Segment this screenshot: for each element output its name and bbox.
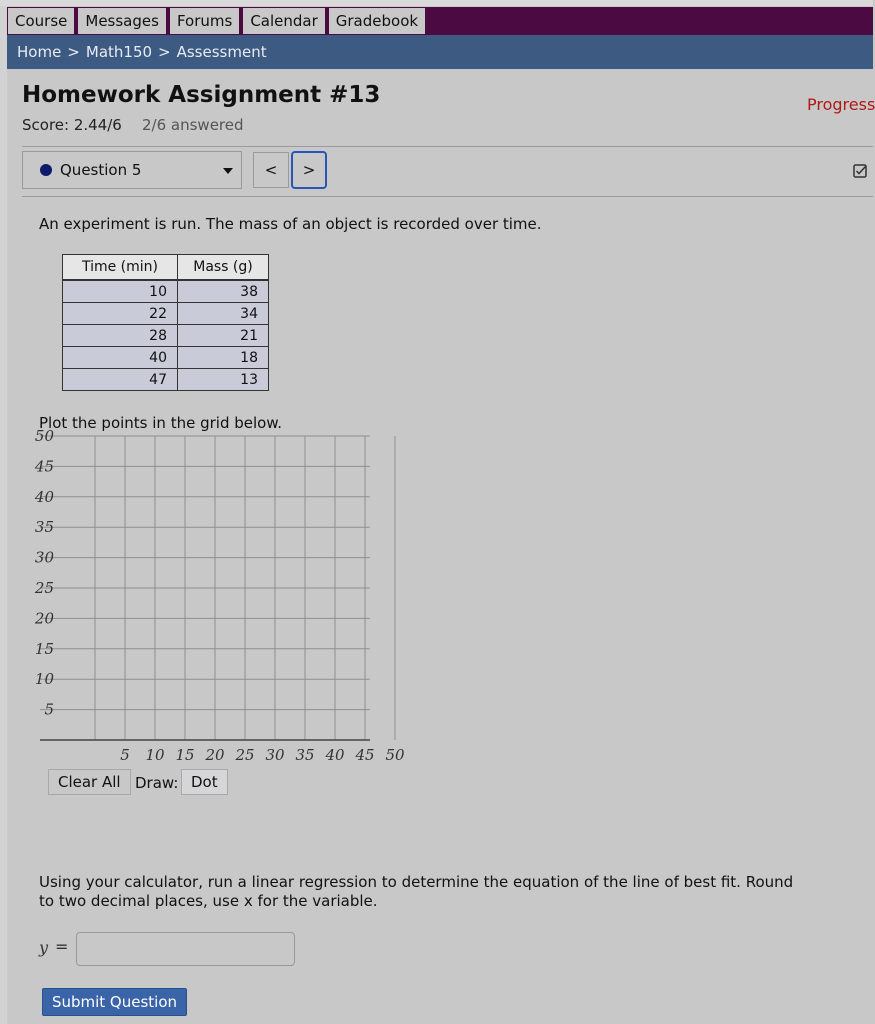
- prev-question-button[interactable]: [253, 152, 289, 188]
- table-cell-time: 28: [63, 325, 178, 347]
- caret-down-icon: [223, 168, 233, 174]
- y-tick-label: 20: [34, 609, 54, 628]
- table-row: [63, 347, 269, 369]
- x-tick-label: 35: [295, 746, 315, 764]
- table-cell-mass: 34: [178, 303, 269, 325]
- x-tick-label: 5: [120, 746, 130, 764]
- page-title: Homework Assignment #13: [22, 82, 381, 108]
- data-table: [62, 254, 269, 391]
- window-left-border: [0, 6, 7, 1024]
- y-tick-label: 30: [34, 548, 54, 567]
- breadcrumb-separator: >: [67, 43, 80, 61]
- plot-grid[interactable]: [30, 427, 405, 768]
- y-tick-label: 50: [34, 427, 54, 445]
- y-tick-label: 35: [34, 518, 54, 537]
- table-cell-time: 40: [63, 347, 178, 369]
- table-cell-time: 47: [63, 369, 178, 391]
- x-tick-label: 40: [325, 746, 345, 764]
- x-tick-label: 20: [205, 746, 225, 764]
- divider: [22, 196, 873, 197]
- question-status-dot-icon: [40, 164, 52, 176]
- breadcrumb-separator: >: [158, 43, 171, 61]
- chevron-right-icon: >: [302, 161, 316, 179]
- y-tick-label: 10: [34, 670, 54, 689]
- equals-sign: =: [55, 937, 69, 956]
- nav-course[interactable]: Course: [7, 7, 75, 35]
- nav-forums[interactable]: Forums: [169, 7, 240, 35]
- submit-question-button[interactable]: Submit Question: [42, 988, 187, 1016]
- table-row: [63, 303, 269, 325]
- table-cell-mass: 21: [178, 325, 269, 347]
- next-question-button[interactable]: [291, 151, 327, 189]
- chevron-left-icon: <: [264, 161, 278, 179]
- draw-dot-button[interactable]: Dot: [181, 769, 228, 795]
- progress-link[interactable]: Progress: [807, 95, 875, 114]
- table-cell-time: 22: [63, 303, 178, 325]
- y-tick-label: 40: [34, 487, 54, 506]
- nav-calendar[interactable]: Calendar: [242, 7, 325, 35]
- table-cell-mass: 38: [178, 280, 269, 303]
- nav-gradebook[interactable]: Gradebook: [328, 7, 426, 35]
- answer-variable-label: y: [39, 938, 49, 957]
- x-tick-label: 30: [265, 746, 285, 764]
- y-tick-label: 45: [34, 457, 54, 476]
- y-tick-label: 15: [34, 639, 54, 658]
- clear-all-button[interactable]: Clear All: [48, 769, 131, 795]
- breadcrumb-home[interactable]: Home: [17, 43, 62, 61]
- table-row: [63, 369, 269, 391]
- answered-count: 2/6 answered: [142, 116, 244, 134]
- x-tick-label: 50: [385, 746, 405, 764]
- table-row: [63, 280, 269, 303]
- y-tick-label: 25: [34, 579, 54, 597]
- score-text: Score: 2.44/6: [22, 116, 122, 134]
- x-tick-label: 45: [355, 746, 375, 764]
- x-tick-label: 10: [145, 746, 165, 764]
- answer-input[interactable]: [76, 932, 295, 966]
- breadcrumb: [7, 35, 873, 69]
- draw-label: Draw:: [135, 774, 179, 792]
- y-tick-label: 5: [44, 700, 54, 719]
- breadcrumb-course[interactable]: Math150: [85, 43, 153, 61]
- nav-messages[interactable]: Messages: [77, 7, 167, 35]
- course-nav: [7, 7, 873, 35]
- table-cell-mass: 13: [178, 369, 269, 391]
- table-cell-mass: 18: [178, 347, 269, 369]
- plot-prompt: Plot the points in the grid below.: [39, 414, 282, 432]
- question-select-label: Question 5: [60, 161, 142, 179]
- table-cell-time: 10: [63, 280, 178, 303]
- regression-instructions: Using your calculator, run a linear regression to determine the equation of the line of best fit. Round to two decimal places, use x for the variable.: [39, 873, 794, 910]
- question-intro: An experiment is run. The mass of an object is recorded over time.: [39, 215, 542, 233]
- breadcrumb-current: Assessment: [176, 43, 267, 61]
- table-header-mass: Mass (g): [178, 255, 269, 281]
- table-row: [63, 325, 269, 347]
- x-tick-label: 15: [175, 746, 195, 764]
- check-square-icon[interactable]: [853, 164, 867, 178]
- window-top-border: [0, 0, 873, 6]
- x-tick-label: 25: [235, 746, 255, 764]
- question-select[interactable]: [22, 151, 242, 189]
- table-header-time: Time (min): [63, 255, 178, 281]
- divider: [22, 146, 873, 147]
